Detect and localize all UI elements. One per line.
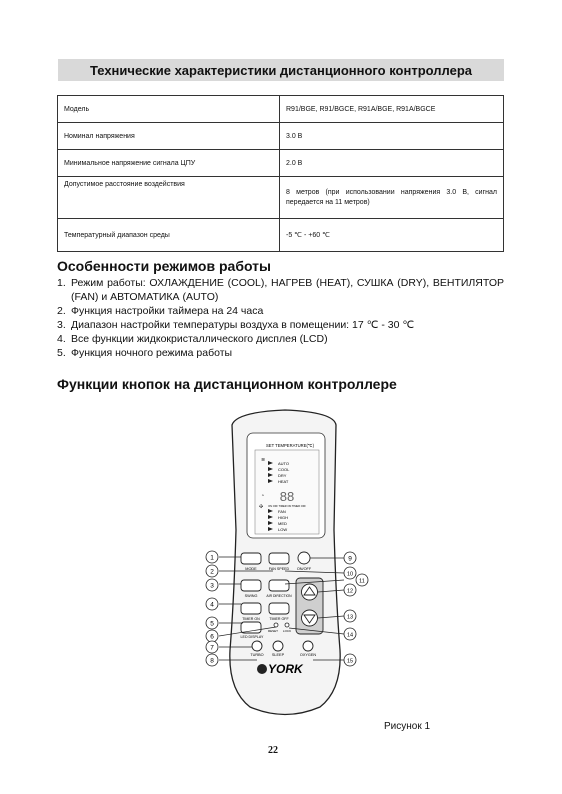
- callout-label: 10: [346, 571, 354, 578]
- air-direction-button-label: AIR DIRECTION: [266, 594, 292, 598]
- callout-label: 13: [346, 614, 354, 621]
- reset-button[interactable]: [274, 623, 278, 627]
- air-direction-button[interactable]: [269, 580, 289, 591]
- callout-label: 5: [210, 620, 214, 628]
- sleep-button[interactable]: [273, 641, 283, 651]
- callout-label: 6: [210, 633, 214, 641]
- timer-off-button-label: TIMER OFF: [269, 617, 289, 621]
- callout-label: 9: [348, 555, 352, 563]
- item-number: 2.: [57, 305, 66, 317]
- lock-button[interactable]: [285, 623, 289, 627]
- fan-icon: ✣: [259, 504, 264, 510]
- lock-button-label: LOCK: [282, 629, 292, 633]
- spec-value: 2.0 В: [280, 150, 504, 177]
- set-temp-label: SET TEMPERATURE(℃): [266, 443, 314, 448]
- turbo-button-label: TURBO: [250, 653, 264, 657]
- led-display-button[interactable]: [241, 622, 261, 633]
- spec-label: Температурный диапазон среды: [58, 219, 280, 252]
- spec-label: Модель: [58, 96, 280, 123]
- on-off-button-label: ON/OFF: [296, 567, 312, 571]
- lcd-timer-info: ON OFF TIMER ON TIMER OFF: [268, 505, 306, 508]
- mode-auto: AUTO: [278, 461, 290, 466]
- item-number: 4.: [57, 333, 66, 345]
- item-text: Все функции жидкокристаллического дисплея (LCD): [71, 333, 328, 345]
- lcd-digits: 88: [279, 489, 295, 504]
- spec-label: Минимальное напряжение сигнала ЦПУ: [58, 150, 280, 177]
- callout-label: 15: [346, 658, 354, 665]
- fan-high: HIGH: [278, 515, 288, 520]
- spec-value: 3.0 В: [280, 123, 504, 150]
- spec-label: Допустимое расстояние воздействия: [58, 177, 280, 219]
- item-text: Диапазон настройки температуры воздуха в помещении: 17 ℃ - 30 ℃: [71, 319, 415, 331]
- timer-off-button[interactable]: [269, 603, 289, 614]
- callout-label: 11: [359, 578, 365, 585]
- on-off-button[interactable]: [298, 552, 310, 564]
- callout-label: 12: [346, 588, 354, 595]
- item-text: Функция ночного режима работы: [71, 347, 233, 359]
- timer-on-button-label: TIMER ON: [242, 617, 260, 621]
- item-number: 5.: [57, 347, 66, 359]
- mode-heat: HEAT: [278, 479, 289, 484]
- led-display-button-label: LED DISPLAY: [240, 635, 264, 639]
- buttons-heading: Функции кнопок на дистанционном контроллере: [57, 376, 397, 392]
- item-number: 1.: [57, 277, 66, 289]
- callout-label: 7: [210, 644, 214, 652]
- york-logo-icon: [257, 664, 267, 674]
- spec-label: Номинал напряжения: [58, 123, 280, 150]
- page-number: 22: [268, 745, 278, 756]
- timer-on-button[interactable]: [241, 603, 261, 614]
- oxygen-button[interactable]: [303, 641, 313, 651]
- spec-value: R91/BGE, R91/BGCE, R91A/BGE, R91A/BGCE: [280, 96, 504, 123]
- fan-label: FAN: [278, 509, 286, 514]
- fan-speed-button[interactable]: [269, 553, 289, 564]
- mode-dry: DRY: [278, 473, 287, 478]
- swing-button-label: SWING: [244, 594, 258, 598]
- sleep-button-label: SLEEP: [271, 653, 285, 657]
- mode-button-label: MODE: [245, 567, 257, 571]
- callout-label: 3: [210, 582, 214, 590]
- callout-label: 4: [210, 601, 214, 609]
- spec-value: -5 ℃ - +60 ℃: [280, 219, 504, 252]
- fan-low: LOW: [278, 527, 288, 532]
- brand-logo: YORK: [268, 662, 303, 676]
- remote-signal-icon: ≋: [261, 457, 266, 463]
- turbo-button[interactable]: [252, 641, 262, 651]
- callout-label: 14: [346, 632, 354, 639]
- item-text: Функция настройки таймера на 24 часа: [71, 305, 264, 317]
- callout-label: 8: [210, 657, 214, 665]
- item-number: 3.: [57, 319, 66, 331]
- features-heading: Особенности режимов работы: [57, 258, 271, 274]
- section-title: Технические характеристики дистанционного контроллера: [89, 62, 473, 78]
- clock-icon: ◔: [261, 493, 265, 499]
- mode-button[interactable]: [241, 553, 261, 564]
- fan-med: MED: [278, 521, 287, 526]
- mode-cool: COOL: [278, 467, 290, 472]
- fan-speed-button-label: FAN SPEED: [268, 567, 290, 571]
- callout-label: 1: [210, 554, 214, 562]
- item-text: Режим работы: ОХЛАЖДЕНИЕ (COOL), НАГРЕВ (HEAT), СУШКА (DRY), ВЕНТИЛЯТОР (FAN) и АВТОМАТИКА (AUTO): [71, 277, 504, 303]
- oxygen-button-label: OXYGEN: [299, 653, 317, 657]
- spec-value: 8 метров (при использовании напряжения 3.0 В, сигнал передается на 11 метров): [280, 177, 504, 219]
- reset-button-label: RESET: [267, 629, 279, 633]
- swing-button[interactable]: [241, 580, 261, 591]
- callout-label: 2: [210, 568, 214, 576]
- figure-caption: Рисунок 1: [384, 721, 431, 732]
